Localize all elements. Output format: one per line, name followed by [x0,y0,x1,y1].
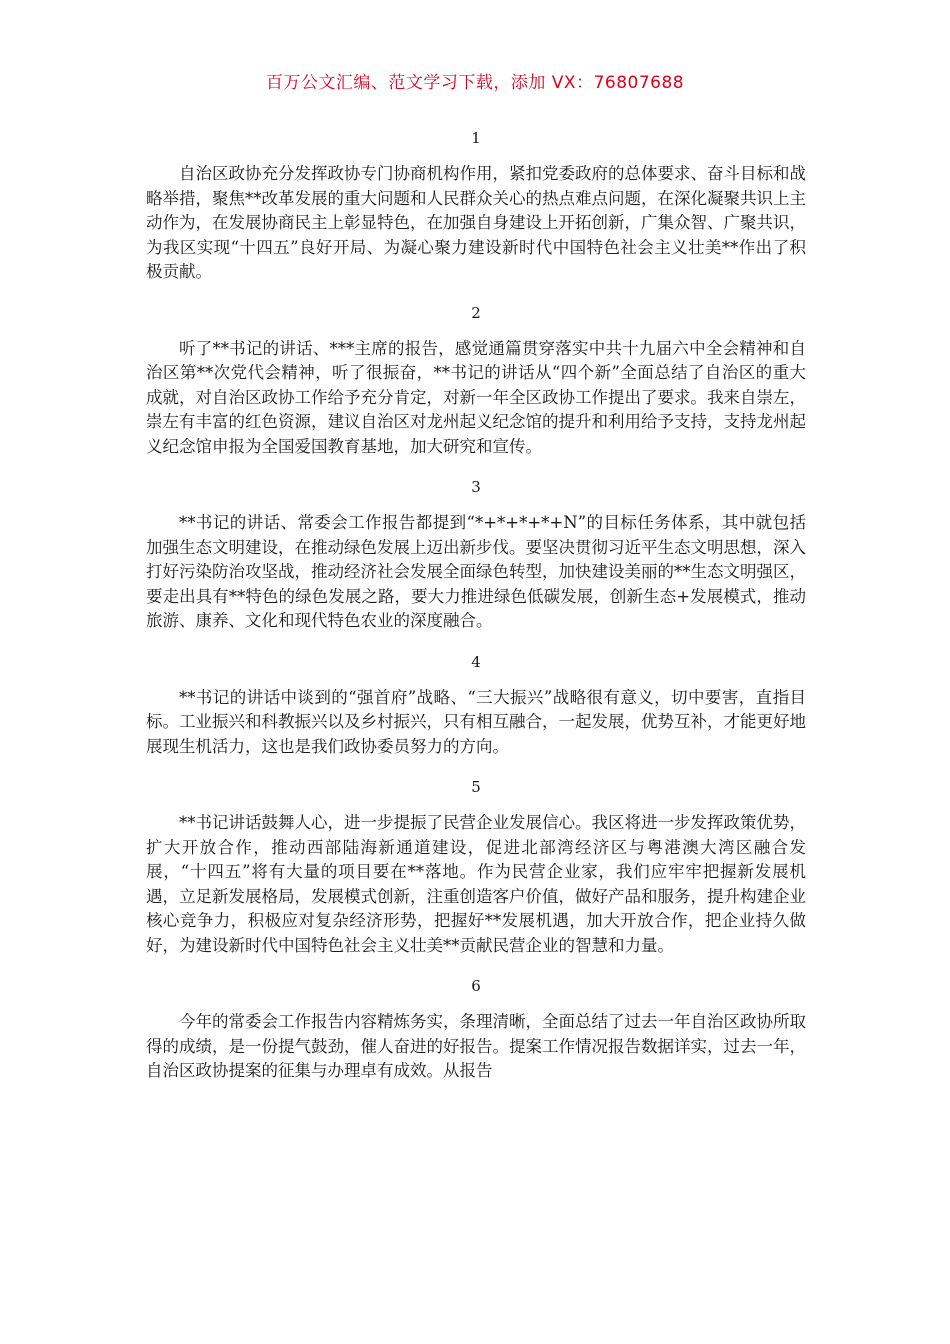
section-number: 5 [471,778,481,796]
section-6 [146,976,806,1084]
document-body [146,128,806,1102]
section-paragraph: **书记的讲话中谈到的“强首府”战略、“三大振兴”战略很有意义，切中要害，直指目标。工业振兴和科教振兴以及乡村振兴，只有相互融合，一起发展，优势互补，才能更好地展现生机活力，这也是我们政协委员努力的方向。 [146,687,806,756]
section-paragraph: **书记讲话鼓舞人心，进一步提振了民营企业发展信心。我区将进一步发挥政策优势，扩大开放合作，推动西部陆海新通道建设，促进北部湾经济区与粤港澳大湾区融合发展，“十四五”将有大量的项目要在**落地。作为民营企业家，我们应牢牢把握新发展机遇，立足新发展格局，发展模式创新，注重创造客户价值，做好产品和服务，提升构建企业核心竞争力，积极应对复杂经济形势，把握好**发展机遇，加大开放合作，把企业持久做好，为建设新时代中国特色社会主义壮美**贡献民营企业的智慧和力量。 [146,813,806,955]
section-paragraph: 今年的常委会工作报告内容精炼务实，条理清晰，全面总结了过去一年自治区政协所取得的成绩，是一份提气鼓劲，催人奋进的好报告。提案工作情况报告数据详实，过去一年，自治区政协提案的征集与办理卓有成效。从报告 [146,1012,806,1080]
section-paragraph: 听了**书记的讲话、***主席的报告，感觉通篇贯穿落实中共十九届六中全会精神和自治区第**次党代会精神，听了很振奋，**书记的讲话从“四个新”全面总结了自治区的重大成就，对自治区政协工作给予充分肯定，对新一年全区政协工作提出了要求。我来自崇左，崇左有丰富的红色资源，建议自治区对龙州起义纪念馆的提升和利用给予支持，支持龙州起义纪念馆申报为全国爱国教育基地，加大研究和宣传。 [146,338,806,456]
section-number: 4 [471,652,481,671]
download-banner: 百万公文汇编、范文学习下载，添加 VX：76807688 [265,73,685,93]
section-number: 6 [471,977,481,995]
section-5 [146,777,806,958]
section-paragraph: **书记的讲话、常委会工作报告都提到“*+*+*+*+N”的目标任务体系，其中就包括加强生态文明建设，在推动绿色发展上迈出新步伐。要坚决贯彻习近平生态文明思想，深入打好污染防治攻坚战，推动经济社会发展全面绿色转型，加快建设美丽的**生态文明强区，要走出具有**特色的绿色发展之路，要大力推进绿色低碳发展，创新生态+发展模式，推动旅游、康养、文化和现代特色农业的深度融合。 [146,513,806,630]
section-3 [146,477,806,634]
section-number: 3 [471,478,481,496]
section-2 [146,303,806,460]
section-number: 2 [471,303,481,322]
section-4 [146,652,806,760]
section-paragraph: 自治区政协充分发挥政协专门协商机构作用，紧扣党委政府的总体要求、奋斗目标和战略举措，聚焦**改革发展的重大问题和人民群众关心的热点难点问题，在深化凝聚共识上主动作为，在发展协商民主上彰显特色，在加强自身建设上开拓创新，广集众智、广聚共识，为我区实现“十四五”良好开局、为凝心聚力建设新时代中国特色社会主义壮美**作出了积极贡献。 [146,164,806,281]
section-1 [146,128,806,285]
section-number: 1 [471,129,481,147]
